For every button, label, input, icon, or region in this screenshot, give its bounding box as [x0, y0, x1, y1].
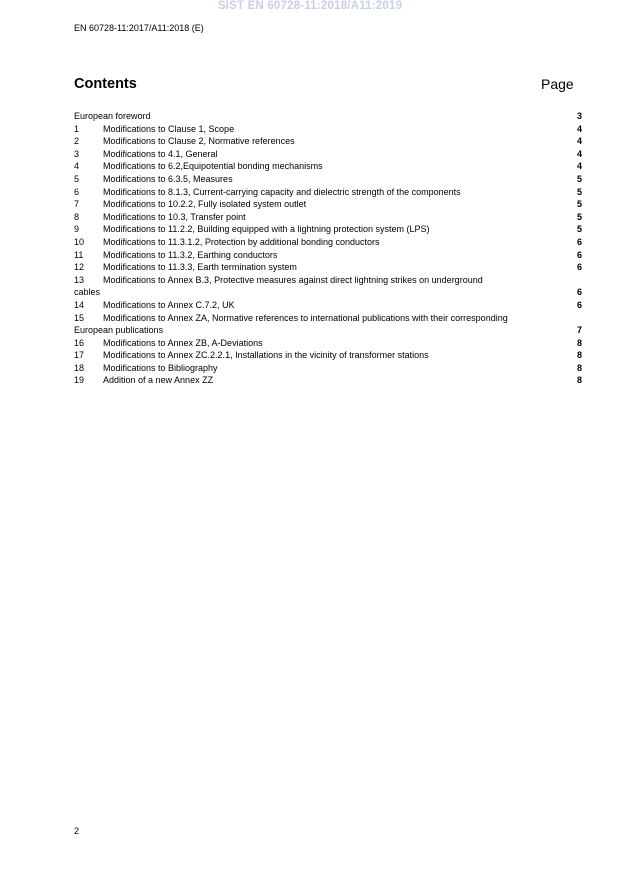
toc-entry-page: 6	[576, 236, 582, 247]
toc-entry-page: 4	[576, 123, 582, 134]
toc-entry-title: Modifications to 6.3.5, Measures	[103, 173, 233, 184]
toc-entry-page: 4	[576, 161, 582, 172]
toc-entry-page: 3	[576, 111, 582, 121]
toc-entry-number: 18	[74, 362, 85, 373]
toc-entry[interactable]	[74, 374, 582, 387]
toc-entry[interactable]	[74, 198, 582, 211]
toc-entry[interactable]	[74, 148, 582, 161]
toc-entry-page: 8	[576, 350, 582, 361]
toc-entry-number: 2	[74, 136, 80, 147]
toc-entry-number: 15	[74, 312, 85, 323]
toc-entry-number: 10	[74, 236, 85, 247]
toc-entry-page: 8	[576, 362, 582, 373]
toc-entry[interactable]	[74, 362, 582, 375]
toc-entry[interactable]	[74, 312, 582, 337]
toc-entry-page: 7	[576, 325, 582, 336]
toc-entry[interactable]	[74, 337, 582, 350]
toc-entry-page: 6	[576, 299, 582, 310]
toc-entry-title: Modifications to Annex C.7.2, UK	[103, 299, 235, 310]
toc-entry-number: 11	[74, 249, 84, 260]
toc-entry-foreword[interactable]	[74, 110, 582, 123]
toc-entry[interactable]	[74, 160, 582, 173]
toc-entry-number: 4	[74, 161, 80, 172]
page-number: 2	[74, 826, 80, 836]
toc-entry[interactable]	[74, 274, 582, 299]
toc-entry-number: 6	[74, 186, 80, 197]
toc-entry-number: 16	[74, 337, 85, 348]
watermark: SIST EN 60728-11:2018/A11:2019	[217, 0, 403, 12]
toc-entry-title: Addition of a new Annex ZZ	[103, 375, 214, 386]
toc-entry-number: 17	[74, 350, 85, 361]
toc-entry-title-continuation: cables	[74, 287, 101, 298]
toc-entry-page: 6	[576, 262, 582, 273]
toc-entry[interactable]	[74, 223, 582, 236]
document-identifier: EN 60728-11:2017/A11:2018 (E)	[74, 23, 204, 33]
toc-entry-page: 5	[576, 173, 582, 184]
toc-entry-number: 13	[74, 274, 85, 285]
toc-entry[interactable]	[74, 173, 582, 186]
toc-entry-title: European foreword	[74, 111, 151, 121]
toc-entry-title: Modifications to 11.3.1.2, Protection by additional bonding conductors	[103, 236, 380, 247]
toc-entry-title: Modifications to 8.1.3, Current-carrying capacity and dielectric strength of the components	[103, 186, 461, 197]
toc-entry[interactable]	[74, 123, 582, 136]
toc-entry-number: 5	[74, 173, 80, 184]
toc-entry-title: Modifications to Annex B.3, Protective measures against direct lightning strikes on underground	[103, 274, 483, 285]
page-column-label: Page	[541, 76, 574, 92]
toc-entry-title: Modifications to 4.1, General	[103, 148, 218, 159]
toc-entry-number: 12	[74, 262, 85, 273]
table-of-contents	[74, 110, 582, 387]
toc-entry-title: Modifications to 11.3.3, Earth termination system	[103, 262, 297, 273]
toc-entry-title: Modifications to Annex ZC.2.2.1, Installations in the vicinity of transformer stations	[103, 350, 429, 361]
toc-entry-title: Modifications to Annex ZB, A-Deviations	[103, 337, 263, 348]
toc-entry-title: Modifications to 10.2.2, Fully isolated system outlet	[103, 199, 307, 210]
contents-heading: Contents	[74, 76, 137, 92]
toc-entry-title: Modifications to 11.2.2, Building equipped with a lightning protection system (LPS)	[103, 224, 430, 235]
toc-entry-number: 7	[74, 199, 80, 210]
toc-entry-page: 4	[576, 136, 582, 147]
toc-entry-page: 5	[576, 224, 582, 235]
toc-entry-page: 5	[576, 199, 582, 210]
toc-entry-title: Modifications to Clause 2, Normative references	[103, 136, 295, 147]
toc-entry-title: Modifications to 11.3.2, Earthing conductors	[103, 249, 278, 260]
toc-entry-title: Modifications to 10.3, Transfer point	[103, 211, 246, 222]
toc-entry[interactable]	[74, 135, 582, 148]
toc-entry[interactable]	[74, 349, 582, 362]
toc-entry-page: 6	[576, 249, 582, 260]
toc-entry[interactable]	[74, 249, 582, 262]
toc-entry-title: Modifications to 6.2,Equipotential bonding mechanisms	[103, 161, 323, 172]
toc-entry[interactable]	[74, 299, 582, 312]
toc-entry-page: 6	[576, 287, 582, 298]
toc-entry-page: 5	[576, 186, 582, 197]
toc-entry[interactable]	[74, 236, 582, 249]
toc-entry-number: 9	[74, 224, 80, 235]
toc-entry-number: 3	[74, 148, 80, 159]
toc-entry-number: 14	[74, 299, 85, 310]
toc-entry-title: Modifications to Annex ZA, Normative references to international publications with their corresponding	[103, 312, 508, 323]
toc-entry-number: 19	[74, 375, 85, 386]
toc-entry-page: 5	[576, 211, 582, 222]
toc-entry-title: Modifications to Bibliography	[103, 362, 218, 373]
toc-entry-page: 8	[576, 375, 582, 386]
toc-entry[interactable]	[74, 261, 582, 274]
toc-entry-number: 1	[74, 123, 80, 134]
toc-entry-title-continuation: European publications	[74, 325, 164, 336]
toc-entry[interactable]	[74, 186, 582, 199]
toc-entry-number: 8	[74, 211, 80, 222]
toc-entry[interactable]	[74, 211, 582, 224]
toc-entry-title: Modifications to Clause 1, Scope	[103, 123, 235, 134]
toc-entry-page: 4	[576, 148, 582, 159]
toc-entry-page: 8	[576, 337, 582, 348]
